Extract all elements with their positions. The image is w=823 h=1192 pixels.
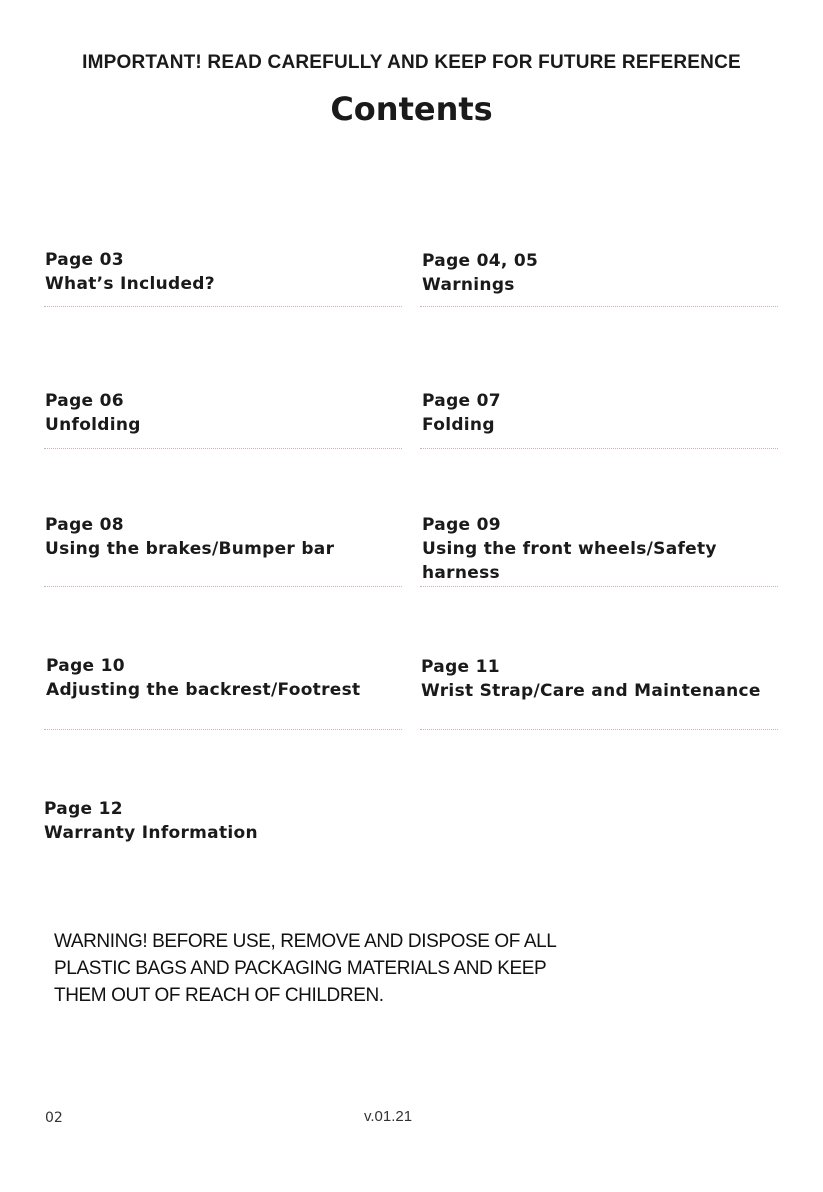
divider-dotted — [420, 306, 778, 307]
divider-dotted — [44, 729, 402, 730]
toc-entry-page-11 — [421, 655, 801, 703]
divider-dotted — [44, 448, 402, 449]
toc-entry-page: Page 07 — [422, 391, 501, 411]
toc-entry-page: Page 11 — [421, 657, 500, 677]
toc-entry-page-09 — [422, 513, 752, 585]
toc-entry-topic: Warnings — [422, 275, 515, 295]
toc-entry-page: Page 10 — [46, 656, 125, 676]
footer-page-number: 02 — [45, 1110, 63, 1126]
toc-entry-page: Page 12 — [44, 799, 123, 819]
divider-dotted — [420, 586, 778, 587]
divider-dotted — [420, 729, 778, 730]
toc-entry-topic: Wrist Strap/Care and Maintenance — [421, 681, 761, 701]
toc-entry-page-06 — [45, 389, 405, 437]
divider-dotted — [44, 586, 402, 587]
toc-entry-topic: Using the brakes/Bumper bar — [45, 539, 335, 559]
toc-entry-topic: Adjusting the backrest/Footrest — [46, 680, 361, 700]
toc-entry-page: Page 03 — [45, 250, 124, 270]
warning-line: PLASTIC BAGS AND PACKAGING MATERIALS AND KEEP — [54, 958, 547, 979]
warning-line: WARNING! BEFORE USE, REMOVE AND DISPOSE OF ALL — [54, 931, 557, 952]
divider-dotted — [420, 448, 778, 449]
toc-entry-topic: Folding — [422, 415, 495, 435]
important-notice: IMPORTANT! READ CAREFULLY AND KEEP FOR FUTURE REFERENCE — [82, 52, 741, 73]
toc-entry-page-10 — [46, 654, 406, 702]
toc-entry-topic: What’s Included? — [45, 274, 215, 294]
toc-entry-page: Page 09 — [422, 515, 501, 535]
warning-line: THEM OUT OF REACH OF CHILDREN. — [54, 985, 384, 1006]
toc-entry-page: Page 08 — [45, 515, 124, 535]
divider-dotted — [44, 306, 402, 307]
toc-entry-page: Page 06 — [45, 391, 124, 411]
safety-warning — [54, 928, 654, 1009]
toc-entry-topic: Warranty Information — [44, 823, 258, 843]
toc-entry-topic: Using the front wheels/Safety harness — [422, 539, 717, 583]
toc-entry-page-08 — [45, 513, 405, 561]
toc-entry-topic: Unfolding — [45, 415, 141, 435]
footer-version: v.01.21 — [364, 1108, 413, 1125]
toc-entry-page: Page 04, 05 — [422, 251, 539, 271]
toc-entry-page-07 — [422, 389, 782, 437]
toc-entry-page-04-05 — [422, 249, 782, 297]
toc-entry-page-03 — [45, 248, 405, 296]
toc-entry-page-12 — [44, 797, 404, 845]
page-title: Contents — [330, 90, 493, 128]
